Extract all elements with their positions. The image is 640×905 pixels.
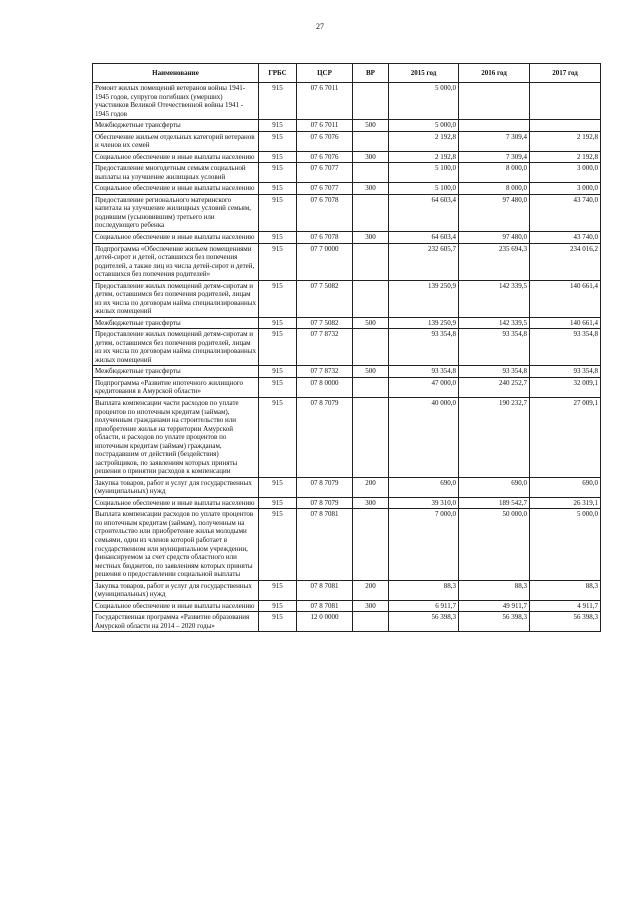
header-2015: 2015 год (389, 64, 459, 83)
cell-2017: 32 009,1 (530, 377, 601, 397)
cell-vr: 200 (353, 477, 389, 497)
cell-2017: 234 016,2 (530, 243, 601, 280)
cell-grbs: 915 (259, 366, 297, 378)
table-row (93, 280, 601, 317)
cell-name: Социальное обеспечение и иные выплаты населению (93, 600, 259, 612)
cell-vr: 500 (353, 366, 389, 378)
cell-name: Подпрограмма «Развитие ипотечного жилищного кредитования в Амурской области» (93, 377, 259, 397)
cell-csr: 07 6 7078 (297, 194, 353, 231)
cell-2016: 7 309,4 (459, 151, 530, 163)
cell-2016: 142 339,5 (459, 317, 530, 329)
cell-grbs: 915 (259, 280, 297, 317)
cell-2016: 93 354,8 (459, 366, 530, 378)
table-row (93, 377, 601, 397)
cell-2015: 2 192,8 (389, 151, 459, 163)
cell-name: Предоставление многодетным семьям социальной выплаты на улучшение жилищных условий (93, 163, 259, 183)
cell-2017 (530, 83, 601, 120)
table-row (93, 163, 601, 183)
cell-2016: 93 354,8 (459, 329, 530, 366)
cell-2017: 3 000,0 (530, 183, 601, 195)
cell-name: Предоставление жилых помещений детям-сиротам и детям, оставшимся без попечения родителей, лицам из их числа по договорам найма специализированных жилых помещений (93, 280, 259, 317)
cell-2015: 93 354,8 (389, 366, 459, 378)
cell-2015: 7 000,0 (389, 509, 459, 580)
table-body (93, 83, 601, 632)
cell-csr: 07 8 7079 (297, 497, 353, 509)
cell-vr: 200 (353, 580, 389, 600)
cell-grbs: 915 (259, 183, 297, 195)
cell-2015: 47 000,0 (389, 377, 459, 397)
cell-vr (353, 243, 389, 280)
cell-csr: 07 7 8732 (297, 366, 353, 378)
cell-grbs: 915 (259, 243, 297, 280)
cell-name: Подпрограмма «Обеспечение жильем помещениями детей-сирот и детей, оставшихся без попечения родителей, а также лиц из числа детей-сирот и детей, оставшихся без попечения родителей» (93, 243, 259, 280)
cell-vr: 300 (353, 231, 389, 243)
table-row (93, 131, 601, 151)
cell-2017: 93 354,8 (530, 329, 601, 366)
header-vr: ВР (353, 64, 389, 83)
cell-grbs: 915 (259, 231, 297, 243)
cell-2015: 56 398,3 (389, 612, 459, 632)
cell-2016: 690,0 (459, 477, 530, 497)
cell-2017: 2 192,8 (530, 151, 601, 163)
cell-name: Обеспечение жильем отдельных категорий ветеранов и членов их семей (93, 131, 259, 151)
cell-2015: 232 605,7 (389, 243, 459, 280)
table-row (93, 580, 601, 600)
cell-grbs: 915 (259, 163, 297, 183)
header-csr: ЦСР (297, 64, 353, 83)
cell-2015: 139 250,9 (389, 280, 459, 317)
page-number: 27 (316, 22, 324, 31)
cell-csr: 07 6 7077 (297, 163, 353, 183)
cell-2015: 690,0 (389, 477, 459, 497)
cell-2016: 88,3 (459, 580, 530, 600)
cell-2015: 93 354,8 (389, 329, 459, 366)
cell-vr (353, 612, 389, 632)
header-name: Наименование (93, 64, 259, 83)
cell-csr: 07 8 0000 (297, 377, 353, 397)
cell-csr: 07 8 7079 (297, 398, 353, 478)
cell-name: Межбюджетные трансферты (93, 317, 259, 329)
cell-csr: 07 6 7076 (297, 131, 353, 151)
cell-grbs: 915 (259, 131, 297, 151)
cell-name: Социальное обеспечение и иные выплаты населению (93, 231, 259, 243)
cell-name: Выплата компенсации части расходов по уплате процентов по ипотечным кредитам (займам), полученным гражданами на строительство или приобретение жилья на территории Амурской области, и расходов по уплате процентов по ипотечным кредитам (займам) гражданам, пострадавшим от действий (бездействия) застройщиков, по заявлениям которых приняты решения о принятии расходов к компенсации (93, 398, 259, 478)
cell-csr: 07 6 7011 (297, 83, 353, 120)
table-row (93, 231, 601, 243)
table-row (93, 183, 601, 195)
cell-2016: 50 000,0 (459, 509, 530, 580)
header-2016: 2016 год (459, 64, 530, 83)
cell-name: Межбюджетные трансферты (93, 120, 259, 132)
cell-grbs: 915 (259, 377, 297, 397)
cell-grbs: 915 (259, 509, 297, 580)
cell-2015: 40 000,0 (389, 398, 459, 478)
cell-csr: 07 7 5082 (297, 280, 353, 317)
cell-2016: 190 232,7 (459, 398, 530, 478)
cell-grbs: 915 (259, 317, 297, 329)
cell-name: Ремонт жилых помещений ветеранов войны 1941-1945 годов, супругов погибших (умерших) участников Великой Отечественной войны 1941 - 1945 годов (93, 83, 259, 120)
table-row (93, 612, 601, 632)
cell-vr: 300 (353, 151, 389, 163)
cell-2017: 4 911,7 (530, 600, 601, 612)
table-row (93, 151, 601, 163)
table-row (93, 497, 601, 509)
cell-grbs: 915 (259, 612, 297, 632)
cell-csr: 07 6 7076 (297, 151, 353, 163)
cell-vr: 500 (353, 120, 389, 132)
table-header-row (93, 64, 601, 83)
cell-name: Предоставление регионального материнского капитала на улучшение жилищных условий семьям, родившим (усыновившим) третьего или последующего ребенка (93, 194, 259, 231)
table-row (93, 366, 601, 378)
cell-2017: 26 319,1 (530, 497, 601, 509)
header-grbs: ГРБС (259, 64, 297, 83)
cell-vr (353, 280, 389, 317)
table-row (93, 398, 601, 478)
cell-2016: 97 480,0 (459, 194, 530, 231)
cell-2015: 88,3 (389, 580, 459, 600)
cell-2017: 43 740,0 (530, 194, 601, 231)
cell-2016: 8 000,0 (459, 163, 530, 183)
cell-2015: 5 000,0 (389, 83, 459, 120)
cell-csr: 07 6 7077 (297, 183, 353, 195)
cell-2015: 6 911,7 (389, 600, 459, 612)
cell-2017: 2 192,8 (530, 131, 601, 151)
cell-vr (353, 329, 389, 366)
cell-2016: 189 542,7 (459, 497, 530, 509)
cell-2015: 139 250,9 (389, 317, 459, 329)
cell-2015: 5 100,0 (389, 183, 459, 195)
cell-vr (353, 163, 389, 183)
table-row (93, 317, 601, 329)
cell-grbs: 915 (259, 600, 297, 612)
cell-grbs: 915 (259, 329, 297, 366)
cell-2016: 49 911,7 (459, 600, 530, 612)
cell-2017: 140 661,4 (530, 317, 601, 329)
cell-name: Закупка товаров, работ и услуг для государственных (муниципальных) нужд (93, 580, 259, 600)
cell-2017: 43 740,0 (530, 231, 601, 243)
cell-2016: 235 694,3 (459, 243, 530, 280)
cell-name: Закупка товаров, работ и услуг для государственных (муниципальных) нужд (93, 477, 259, 497)
cell-csr: 07 8 7081 (297, 600, 353, 612)
table-row (93, 194, 601, 231)
cell-grbs: 915 (259, 477, 297, 497)
cell-name: Государственная программа «Развитие образования Амурской области на 2014 – 2020 годы» (93, 612, 259, 632)
cell-2017: 140 661,4 (530, 280, 601, 317)
cell-2017: 3 000,0 (530, 163, 601, 183)
cell-csr: 07 7 0000 (297, 243, 353, 280)
cell-vr (353, 398, 389, 478)
cell-vr (353, 83, 389, 120)
cell-name: Предоставление жилых помещений детям-сиротам и детям, оставшимся без попечения родителей, лицам из их числа по договорам найма специализированных жилых помещений (93, 329, 259, 366)
table-row (93, 83, 601, 120)
cell-2016: 240 252,7 (459, 377, 530, 397)
cell-name: Социальное обеспечение и иные выплаты населению (93, 497, 259, 509)
cell-2016: 8 000,0 (459, 183, 530, 195)
table-row (93, 120, 601, 132)
cell-2015: 64 603,4 (389, 194, 459, 231)
cell-2016 (459, 120, 530, 132)
cell-csr: 07 8 7079 (297, 477, 353, 497)
cell-2016: 142 339,5 (459, 280, 530, 317)
cell-vr (353, 509, 389, 580)
cell-2017 (530, 120, 601, 132)
cell-name: Социальное обеспечение и иные выплаты населению (93, 151, 259, 163)
cell-2016 (459, 83, 530, 120)
cell-grbs: 915 (259, 398, 297, 478)
cell-2016: 56 398,3 (459, 612, 530, 632)
table-row (93, 477, 601, 497)
cell-2015: 5 000,0 (389, 120, 459, 132)
cell-vr: 300 (353, 600, 389, 612)
cell-vr: 300 (353, 497, 389, 509)
cell-grbs: 915 (259, 120, 297, 132)
cell-grbs: 915 (259, 194, 297, 231)
cell-csr: 07 6 7011 (297, 120, 353, 132)
cell-name: Межбюджетные трансферты (93, 366, 259, 378)
cell-grbs: 915 (259, 83, 297, 120)
cell-csr: 07 8 7081 (297, 580, 353, 600)
cell-2017: 690,0 (530, 477, 601, 497)
cell-vr (353, 194, 389, 231)
cell-vr (353, 131, 389, 151)
cell-2015: 64 603,4 (389, 231, 459, 243)
cell-grbs: 915 (259, 580, 297, 600)
cell-vr: 300 (353, 183, 389, 195)
header-2017: 2017 год (530, 64, 601, 83)
budget-table (92, 63, 601, 632)
cell-csr: 07 7 8732 (297, 329, 353, 366)
cell-csr: 12 0 0000 (297, 612, 353, 632)
cell-vr (353, 377, 389, 397)
cell-2016: 97 480,0 (459, 231, 530, 243)
cell-grbs: 915 (259, 151, 297, 163)
cell-2017: 88,3 (530, 580, 601, 600)
cell-csr: 07 6 7078 (297, 231, 353, 243)
table-row (93, 329, 601, 366)
cell-grbs: 915 (259, 497, 297, 509)
cell-2017: 93 354,8 (530, 366, 601, 378)
table-row (93, 509, 601, 580)
cell-csr: 07 8 7081 (297, 509, 353, 580)
cell-2017: 56 398,3 (530, 612, 601, 632)
cell-name: Выплата компенсации расходов по уплате процентов по ипотечным кредитам (займам), полученным на строительство или приобретение жилья молодыми семьями, один из членов которой работает в государственном или муниципальном учреждении, финансируемом за счет средств областного или местных бюджетов, по заявлениям которых приняты решения о предоставлении социальной выплаты (93, 509, 259, 580)
cell-2017: 27 009,1 (530, 398, 601, 478)
table-row (93, 243, 601, 280)
table-row (93, 600, 601, 612)
cell-vr: 500 (353, 317, 389, 329)
cell-2015: 39 310,0 (389, 497, 459, 509)
cell-2015: 5 100,0 (389, 163, 459, 183)
cell-2017: 5 000,0 (530, 509, 601, 580)
cell-csr: 07 7 5082 (297, 317, 353, 329)
cell-name: Социальное обеспечение и иные выплаты населению (93, 183, 259, 195)
cell-2016: 7 309,4 (459, 131, 530, 151)
cell-2015: 2 192,8 (389, 131, 459, 151)
